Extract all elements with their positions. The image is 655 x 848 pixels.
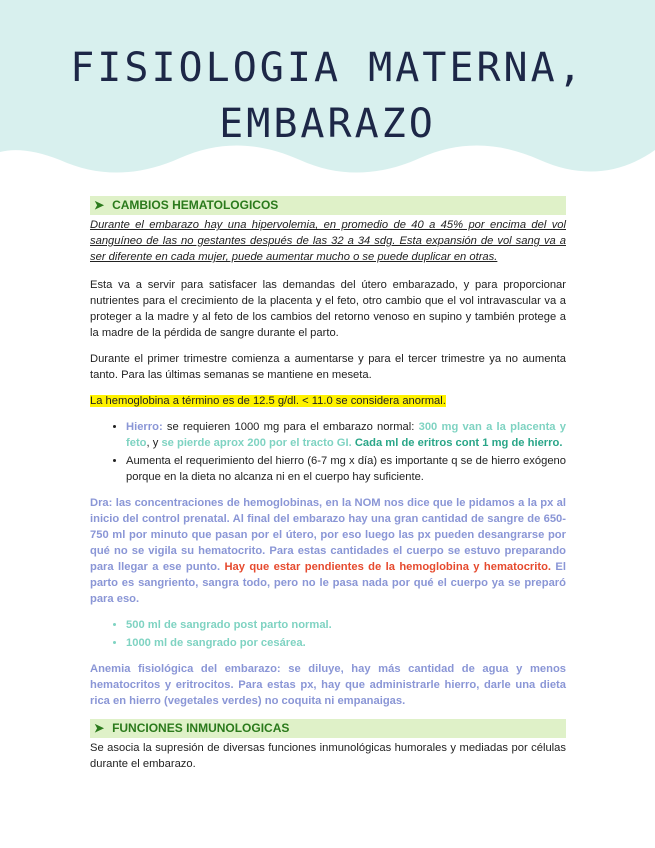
list-item-bleeding: • 500 ml de sangrado post parto normal.	[126, 617, 566, 633]
document-body	[90, 196, 566, 782]
arrow-bullet-icon: ➤	[94, 721, 105, 735]
arrow-bullet-icon: ➤	[94, 198, 105, 212]
anemia-paragraph: Anemia fisiológica del embarazo: se diluye, hay más cantidad de agua y menos hematocritos y eritrocitos. Para estas px, hay que administrarle hierro, darle una dieta rica en hierro (vegetales verdes) no coquita ni empanaigas.	[90, 663, 566, 707]
dra-red-text: Hay que estar pendientes de la hemoglobina y hematocrito.	[224, 561, 552, 573]
title-line-1: FISIOLOGIA MATERNA,	[70, 45, 585, 91]
title-line-2: EMBARAZO	[219, 101, 436, 147]
iron-teal-2: se pierde aprox 200 por el tracto GI.	[161, 437, 352, 449]
iron-list	[90, 419, 566, 485]
intro-paragraph: Durante el embarazo hay una hipervolemia, en promedio de 40 a 45% por encima del vol sanguíneo de las no gestantes después de las 32 a 34 sdg. Esta expansión de vol sang va a ser diferente en cada mujer, puede aumentar mucho o se puede duplicar en otras.	[90, 219, 566, 263]
section-heading-hematologicos	[90, 196, 566, 215]
iron-text-2: , y	[146, 437, 162, 449]
hemoglobin-note	[90, 393, 566, 409]
paragraph-1: Esta va a servir para satisfacer las demandas del útero embarazado, y para proporcionar nutrientes para el crecimiento de la placenta y el feto, otro cambio que el vol intravascular va a proteger a la madre y al feto de los cambios del retorno venoso en supino y también protege a la madre de la pérdida de sangre durante el parto.	[90, 279, 566, 339]
iron-text-1: se requieren 1000 mg para el embarazo normal:	[162, 421, 419, 433]
section-heading-label: CAMBIOS HEMATOLOGICOS	[112, 198, 279, 212]
list-item-iron-requirement: • Aumenta el requerimiento del hierro (6-7 mg x día) es importante q se de hierro exógeno porque en la dieta no alcanza ni en el cuerpo hay suficiente.	[126, 453, 566, 485]
iron-teal-dark: Cada ml de eritros cont 1 mg de hierro.	[354, 437, 563, 449]
dra-text-1: Dra: las concentraciones de hemoglobinas, en la NOM nos dice que le pidamos a la px al inicio del control prenatal. Al final del embarazo hay una gran cantidad de sangre de 650-750 ml por minuto que pasan por el útero, por eso luego las px pueden desangrarse por qué no se vigila su hematocrito. Para estas cantidades el cuerpo se estuvo preparando para llegar a ese punto.	[90, 497, 566, 573]
dra-paragraph	[90, 495, 566, 607]
highlighted-text: La hemoglobina a término es de 12.5 g/dl. < 11.0 se considera anormal.	[90, 395, 446, 407]
section-heading-label: FUNCIONES INMUNOLOGICAS	[112, 721, 290, 735]
iron-label: Hierro:	[126, 421, 163, 433]
page-title	[0, 40, 655, 152]
list-item-bleeding: • 1000 ml de sangrado por cesárea.	[126, 635, 566, 651]
section-heading-inmunologicas	[90, 719, 566, 738]
dra-text-2: El parto es sangriento, sangra todo, pero no le pasa nada por qué el cuerpo ya se preparó para eso.	[90, 561, 566, 605]
iron-teal-1: 300 mg van a la placenta y feto	[126, 421, 566, 449]
list-item-iron	[126, 419, 566, 451]
immuno-paragraph: Se asocia la supresión de diversas funciones inmunológicas humorales y mediadas por células durante el embarazo.	[90, 742, 566, 770]
bleeding-list	[90, 617, 566, 651]
paragraph-2: Durante el primer trimestre comienza a aumentarse y para el tercer trimestre ya no aumenta tanto. Para las últimas semanas se mantiene en meseta.	[90, 353, 566, 381]
